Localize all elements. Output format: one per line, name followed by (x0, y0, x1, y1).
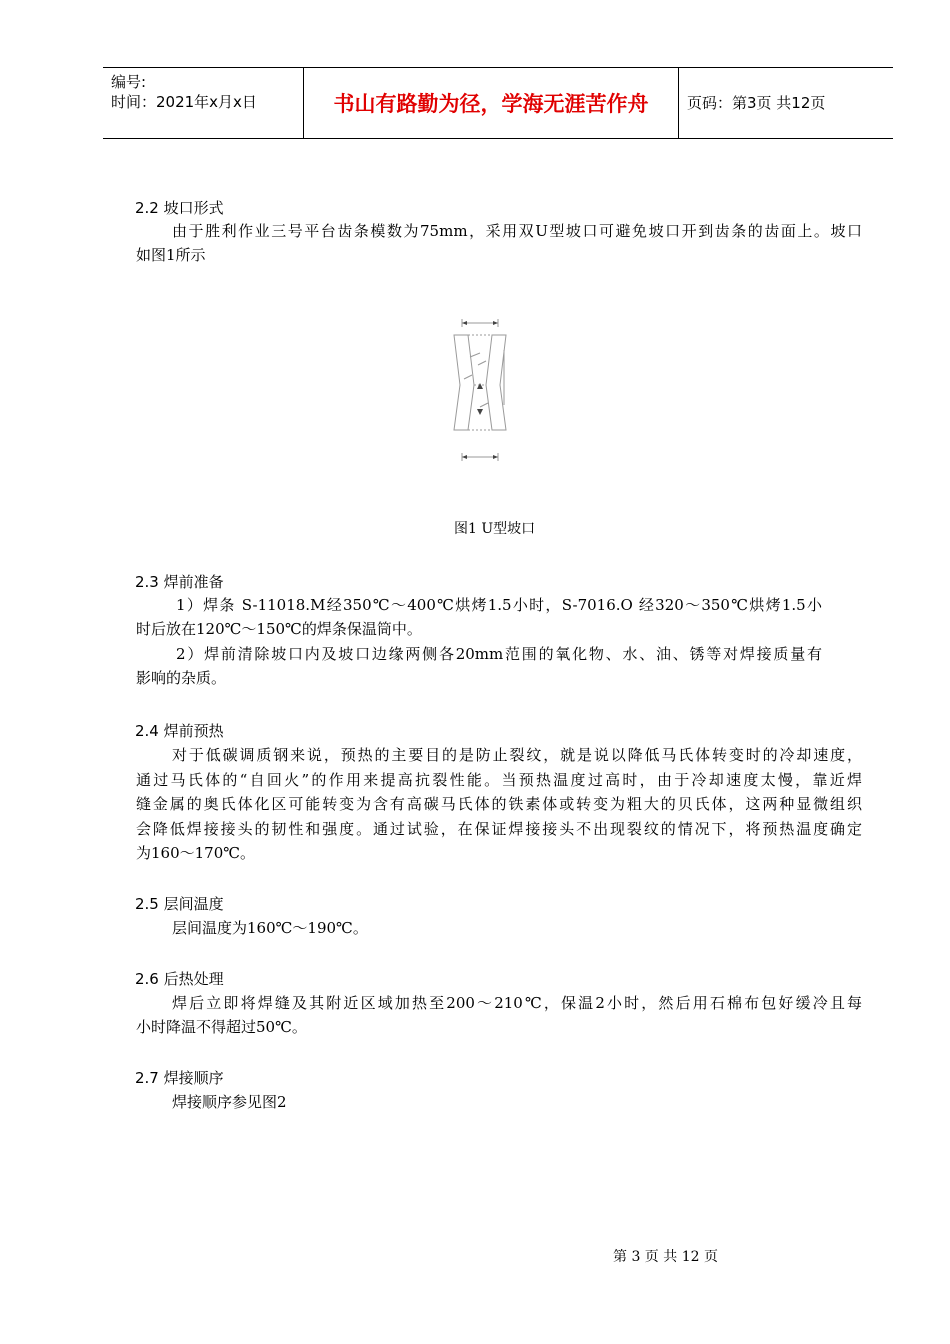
section-heading-2-4: 2.4 焊前预热 (135, 722, 224, 740)
groove-right-outline (486, 335, 506, 430)
paragraph-line: 层间温度为160℃～190℃。 (172, 919, 368, 937)
groove-detail-lines (464, 353, 488, 407)
section-heading-2-5: 2.5 层间温度 (135, 895, 224, 913)
header-divider (678, 68, 679, 138)
paragraph-line: 通过马氏体的“自回火”的作用来提高抗裂性能。当预热温度过高时，由于冷却速度太慢，靠近焊 (136, 771, 862, 789)
paragraph-line: 对于低碳调质钢来说，预热的主要目的是防止裂纹，就是说以降低马氏体转变时的冷却速度， (172, 746, 862, 764)
paragraph-line: 焊接顺序参见图2 (172, 1093, 287, 1111)
arrow-mark (493, 321, 498, 325)
section-heading-2-2: 2.2 坡口形式 (135, 199, 224, 217)
paragraph-line: 由于胜利作业三号平台齿条模数为75mm，采用双U型坡口可避免坡口开到齿条的齿面上。坡口 (172, 222, 862, 240)
paragraph-line: 小时降温不得超过50℃。 (136, 1018, 307, 1036)
groove-center-lines (468, 335, 492, 430)
paragraph-line: 时后放在120℃～150℃的焊条保温筒中。 (136, 620, 422, 638)
groove-left-outline (454, 335, 474, 430)
paragraph-line: 如图1所示 (136, 246, 206, 264)
dimension-bottom (462, 453, 498, 461)
paragraph-line: 焊后立即将焊缝及其附近区域加热至200～210℃，保温2小时，然后用石棉布包好缓冷且每 (172, 994, 862, 1012)
document-time-label: 时间：2021年x月x日 (111, 93, 257, 111)
dimension-top (462, 319, 498, 327)
page-footer: 第 3 页 共 12 页 (613, 1249, 718, 1265)
paragraph-line: 影响的杂质。 (136, 669, 227, 687)
arrow-mark (462, 455, 467, 459)
arrow-mark (477, 409, 483, 415)
arrow-mark (462, 321, 467, 325)
section-heading-2-3: 2.3 焊前准备 (135, 573, 224, 591)
header-page-label: 页码：第3页 共12页 (687, 94, 826, 112)
u-groove-figure (440, 295, 520, 475)
header-motto: 书山有路勤为径，学海无涯苦作舟 (333, 92, 649, 116)
arrow-mark (493, 455, 498, 459)
arrow-mark (477, 383, 483, 389)
figure-caption: 图1 U型坡口 (454, 521, 536, 537)
paragraph-line: 2）焊前清除坡口内及坡口边缘两侧各20mm范围的氧化物、水、油、锈等对焊接质量有 (176, 645, 822, 663)
header-meta (111, 72, 257, 112)
paragraph-line: 缝金属的奥氏体化区可能转变为含有高碳马氏体的铁素体或转变为粗大的贝氏体，这两种显微组织 (136, 795, 862, 813)
paragraph-line: 1）焊条 S-11018.M经350℃～400℃烘烤1.5小时，S-7016.O 经320～350℃烘烤1.5小 (176, 596, 822, 614)
paragraph-line: 为160～170℃。 (136, 844, 256, 862)
page-header (103, 67, 893, 139)
section-heading-2-7: 2.7 焊接顺序 (135, 1069, 224, 1087)
section-heading-2-6: 2.6 后热处理 (135, 970, 224, 988)
document-number-label: 编号: (111, 73, 147, 91)
paragraph-line: 会降低焊接接头的韧性和强度。通过试验，在保证焊接接头不出现裂纹的情况下，将预热温度确定 (136, 820, 862, 838)
